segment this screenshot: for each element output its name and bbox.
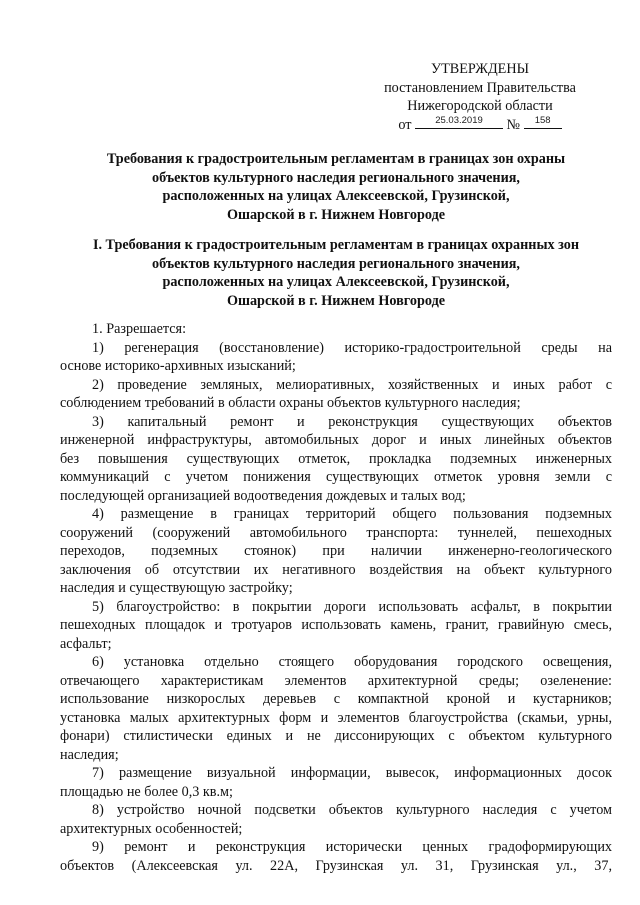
section-heading bbox=[60, 236, 612, 310]
body-line: отвечающего характеристикам элементов архитектурной среды; озеленение: bbox=[60, 672, 612, 689]
body-line: объектов (Алексеевская ул. 22А, Грузинская ул. 31, Грузинская ул., 37, bbox=[60, 857, 612, 874]
section-line: расположенных на улицах Алексеевской, Грузинской, bbox=[162, 274, 510, 290]
approval-date-line bbox=[365, 116, 595, 135]
body-line: наследия; bbox=[60, 746, 119, 763]
body-line: фонари) стилистически единых и не диссонирующих с объектом культурного bbox=[60, 728, 612, 744]
date-prefix: от bbox=[398, 116, 412, 133]
body-line: 3) капитальный ремонт и реконструкция существующих объектов bbox=[92, 413, 612, 430]
title-line: объектов культурного наследия регионального значения, bbox=[152, 169, 520, 186]
approval-line: постановлением Правительства bbox=[384, 79, 576, 96]
approval-block bbox=[365, 60, 595, 134]
approval-line: Нижегородской области bbox=[407, 98, 553, 114]
body-line: наследия и существующую застройку; bbox=[60, 580, 293, 596]
title-line: Требования к градостроительным регламентам в границах зон охраны bbox=[106, 151, 566, 167]
body-line: асфальт; bbox=[60, 635, 112, 652]
body-line: пешеходных площадок и тротуаров использовать камень, гранит, гравийную смесь, bbox=[60, 617, 612, 633]
body-line: заключения об отсутствии их негативного воздействия на объект культурного bbox=[60, 561, 612, 578]
body-line: установка малых архитектурных форм и элементов благоустройства (скамьи, урны, bbox=[60, 709, 612, 726]
body-line: 9) ремонт и реконструкция исторически ценных градоформирующих bbox=[92, 839, 612, 855]
body-line: использование низкорослых деревьев с компактной кроной и кустарников; bbox=[60, 691, 612, 707]
body-line: 5) благоустройство: в покрытии дороги использовать асфальт, в покрытии bbox=[92, 598, 612, 615]
number-field bbox=[524, 116, 562, 129]
title-line: расположенных на улицах Алексеевской, Грузинской, bbox=[162, 188, 510, 204]
date-field bbox=[415, 116, 503, 129]
number-sign: № bbox=[506, 116, 521, 133]
body-line: площадью не более 0,3 кв.м; bbox=[60, 783, 233, 800]
body-line: 1) регенерация (восстановление) историко-градостроительной среды на bbox=[92, 339, 612, 356]
body-line: 6) установка отдельно стоящего оборудования городского освещения, bbox=[92, 654, 612, 670]
approval-title: УТВЕРЖДЕНЫ bbox=[431, 61, 529, 77]
section-line: I. Требования к градостроительным регламентам в границах охранных зон bbox=[92, 237, 580, 253]
section-line: объектов культурного наследия регионального значения, bbox=[152, 255, 520, 272]
title-line: Ошарской в г. Нижнем Новгороде bbox=[226, 206, 446, 223]
body-line: последующей организацией водоотведения дождевых и талых вод; bbox=[60, 487, 466, 504]
date-value: 25.03.2019 bbox=[435, 114, 483, 126]
body-line: 7) размещение визуальной информации, вывесок, информационных досок bbox=[92, 765, 612, 781]
body-line: основе историко-архивных изысканий; bbox=[60, 358, 296, 374]
body-line: соблюдением требований в области охраны объектов культурного наследия; bbox=[60, 395, 521, 411]
body-line: коммуникаций с учетом понижения существующих отметок уровня земли с bbox=[60, 469, 612, 485]
body-line: инженерной инфраструктуры, автомобильных дорог и иных линейных объектов bbox=[60, 432, 612, 448]
body-line: переходов, подземных стоянок) при наличии инженерно-геологического bbox=[60, 543, 612, 559]
body-line: 8) устройство ночной подсветки объектов культурного наследия с учетом bbox=[92, 802, 612, 818]
section-line: Ошарской в г. Нижнем Новгороде bbox=[226, 292, 446, 309]
body-line: 2) проведение земляных, мелиоративных, хозяйственных и иных работ с bbox=[92, 376, 612, 393]
document-title bbox=[60, 150, 612, 224]
body-line: 4) размещение в границах территорий общего пользования подземных bbox=[92, 506, 612, 522]
body-line: 1. Разрешается: bbox=[92, 321, 187, 337]
body-text bbox=[60, 320, 612, 875]
number-value: 158 bbox=[534, 114, 551, 126]
body-line: без повышения существующих отметок, прокладка подземных инженерных bbox=[60, 450, 612, 467]
body-line: архитектурных особенностей; bbox=[60, 820, 243, 837]
body-line: сооружений (сооружений автомобильного транспорта: туннелей, пешеходных bbox=[60, 524, 612, 541]
